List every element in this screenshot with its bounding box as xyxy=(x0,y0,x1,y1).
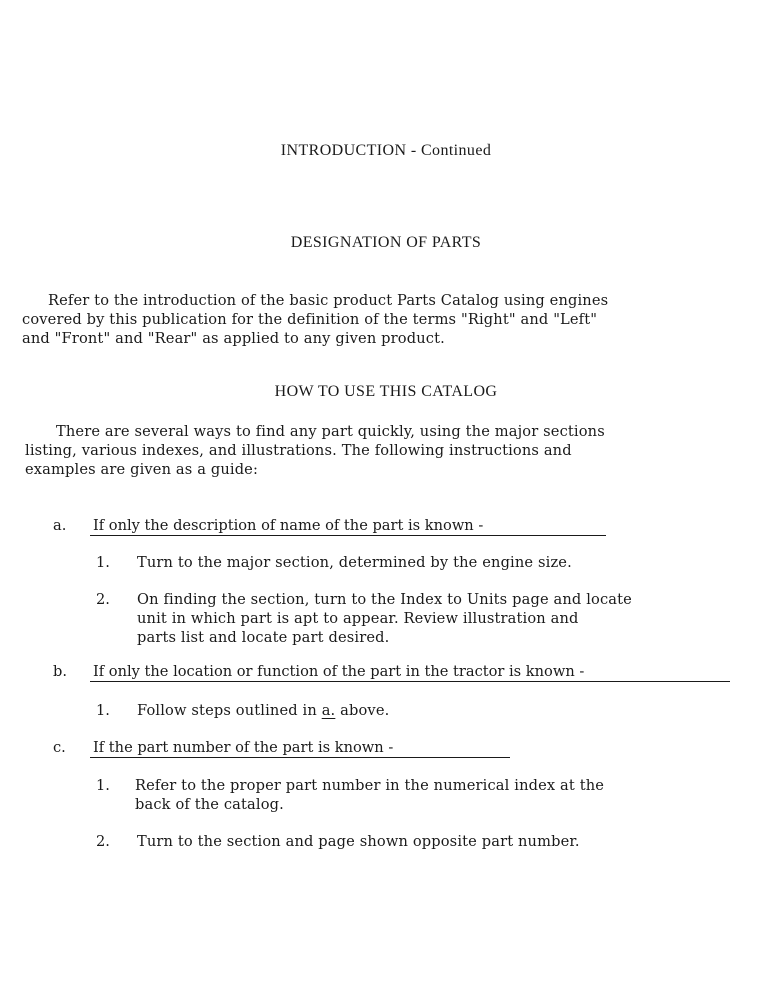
section-b-step-1-reference: a. xyxy=(321,702,336,719)
section-a-step-1-line-1: Turn to the major section, determined by the engine size. xyxy=(137,554,572,571)
section-a-heading: If only the description of name of the part is known - xyxy=(93,517,484,534)
designation-line-3: and "Front" and "Rear" as applied to any given product. xyxy=(22,330,445,347)
section-b-step-1-text-before: Follow steps outlined in xyxy=(137,702,317,719)
section-a-step-2-line-1: On finding the section, turn to the Index to Units page and locate xyxy=(137,591,632,608)
designation-line-2: covered by this publication for the definition of the terms "Right" and "Left" xyxy=(22,311,598,328)
section-c-underline xyxy=(90,757,510,758)
section-b-heading: If only the location or function of the part in the tractor is known - xyxy=(93,663,585,680)
section-a-step-1-number: 1. xyxy=(96,554,110,571)
section-c-step-1-number: 1. xyxy=(96,777,110,794)
section-a-step-2-number: 2. xyxy=(96,591,110,608)
section-c-step-1-line-1: Refer to the proper part number in the numerical index at the xyxy=(135,777,605,794)
designation-heading: DESIGNATION OF PARTS xyxy=(290,234,482,251)
how-to-use-line-3: examples are given as a guide: xyxy=(25,461,259,478)
section-b-step-1-number: 1. xyxy=(96,702,110,719)
section-c-step-2-line-1: Turn to the section and page shown opposite part number. xyxy=(137,833,580,850)
how-to-use-line-2: listing, various indexes, and illustrations. The following instructions and xyxy=(25,442,572,459)
section-b-marker: b. xyxy=(53,663,67,680)
how-to-use-line-1: There are several ways to find any part quickly, using the major sections xyxy=(56,423,605,440)
section-b-step-1-text xyxy=(137,701,389,720)
section-c-step-2-number: 2. xyxy=(96,833,110,850)
section-a-step-2-line-2: unit in which part is apt to appear. Review illustration and xyxy=(137,610,579,627)
section-c-heading: If the part number of the part is known - xyxy=(93,739,394,756)
designation-line-1: Refer to the introduction of the basic product Parts Catalog using engines xyxy=(48,292,609,309)
section-a-step-2-line-3: parts list and locate part desired. xyxy=(137,629,390,646)
section-b-step-1-text-after: above. xyxy=(340,702,390,719)
how-to-use-heading: HOW TO USE THIS CATALOG xyxy=(274,383,498,400)
section-b-underline xyxy=(90,681,730,682)
page-title: INTRODUCTION - Continued xyxy=(280,142,492,159)
section-a-marker: a. xyxy=(53,517,67,534)
section-c-marker: c. xyxy=(53,739,66,756)
section-c-step-1-line-2: back of the catalog. xyxy=(135,796,284,813)
section-a-underline xyxy=(90,535,606,536)
